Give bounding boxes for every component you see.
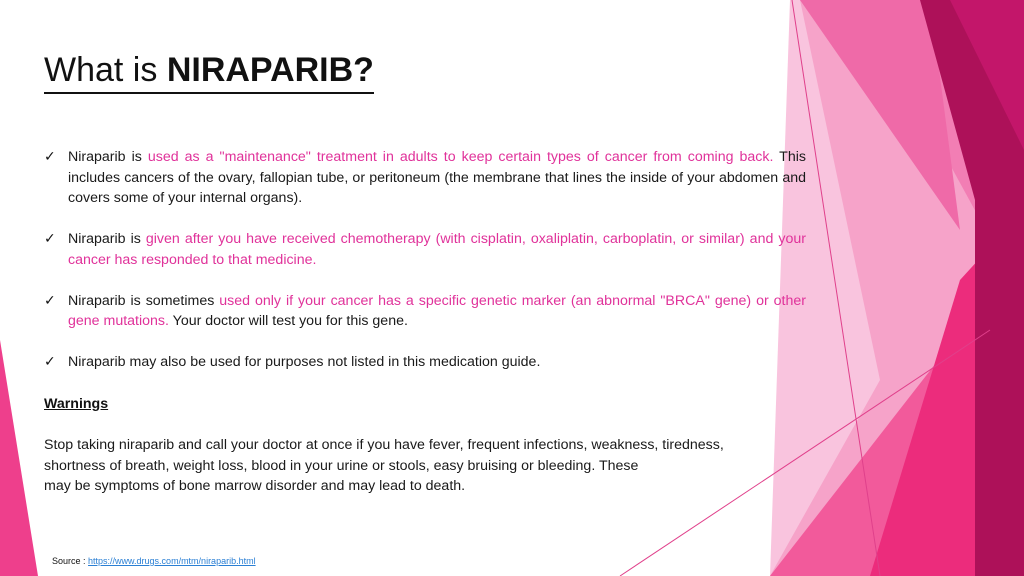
bullet-text: Niraparib is sometimes [68,292,220,309]
check-mark-icon: ✓ [44,231,56,247]
warnings-line: may be symptoms of bone marrow disorder and may lead to death. [44,478,466,494]
source-citation [52,555,256,567]
bullet-item [44,229,806,270]
bullet-text: Niraparib is [68,231,146,247]
warnings-line: shortness of breath, weight loss, blood in your urine or stools, easy bruising or bleeding. These [44,457,639,474]
bullet-highlight: used only if your cancer has a specific genetic marker (an abnormal "BRCA" gene) or other gene mutations. [68,292,806,329]
check-mark-icon: ✓ [44,292,56,309]
bullet-list [44,147,806,393]
bullet-item [44,147,806,209]
check-mark-icon: ✓ [44,149,56,165]
bullet-highlight: given after you have received chemotherapy (with cisplatin, oxaliplatin, carboplatin, or similar) and your cancer has responded to that medicine. [68,231,806,268]
source-link[interactable]: https://www.drugs.com/mtm/niraparib.html [88,556,256,566]
page-title [44,48,374,94]
title-prefix: What is [44,51,167,89]
warnings-text [44,435,814,497]
bullet-text: Niraparib is [68,149,148,165]
bullet-text: Niraparib may also be used for purposes not listed in this medication guide. [68,354,541,370]
bullet-highlight: used as a "maintenance" treatment in adults to keep certain types of cancer from coming back. [147,149,774,165]
source-label: Source : [52,556,89,566]
warnings-line: Stop taking niraparib and call your doctor at once if you have fever, frequent infections, weakness, tiredness, [44,437,724,453]
bullet-item [44,352,806,373]
title-drug-name: NIRAPARIB? [166,51,374,89]
bullet-text: This includes cancers of the ovary, fallopian tube, or peritoneum (the membrane that lines the inside of your abdomen and covers some of your internal organs). [68,149,806,206]
bullet-item [44,291,806,332]
warnings-heading: Warnings [44,396,109,412]
check-mark-icon: ✓ [44,354,56,370]
bullet-text: Your doctor will test you for this gene. [168,313,408,329]
